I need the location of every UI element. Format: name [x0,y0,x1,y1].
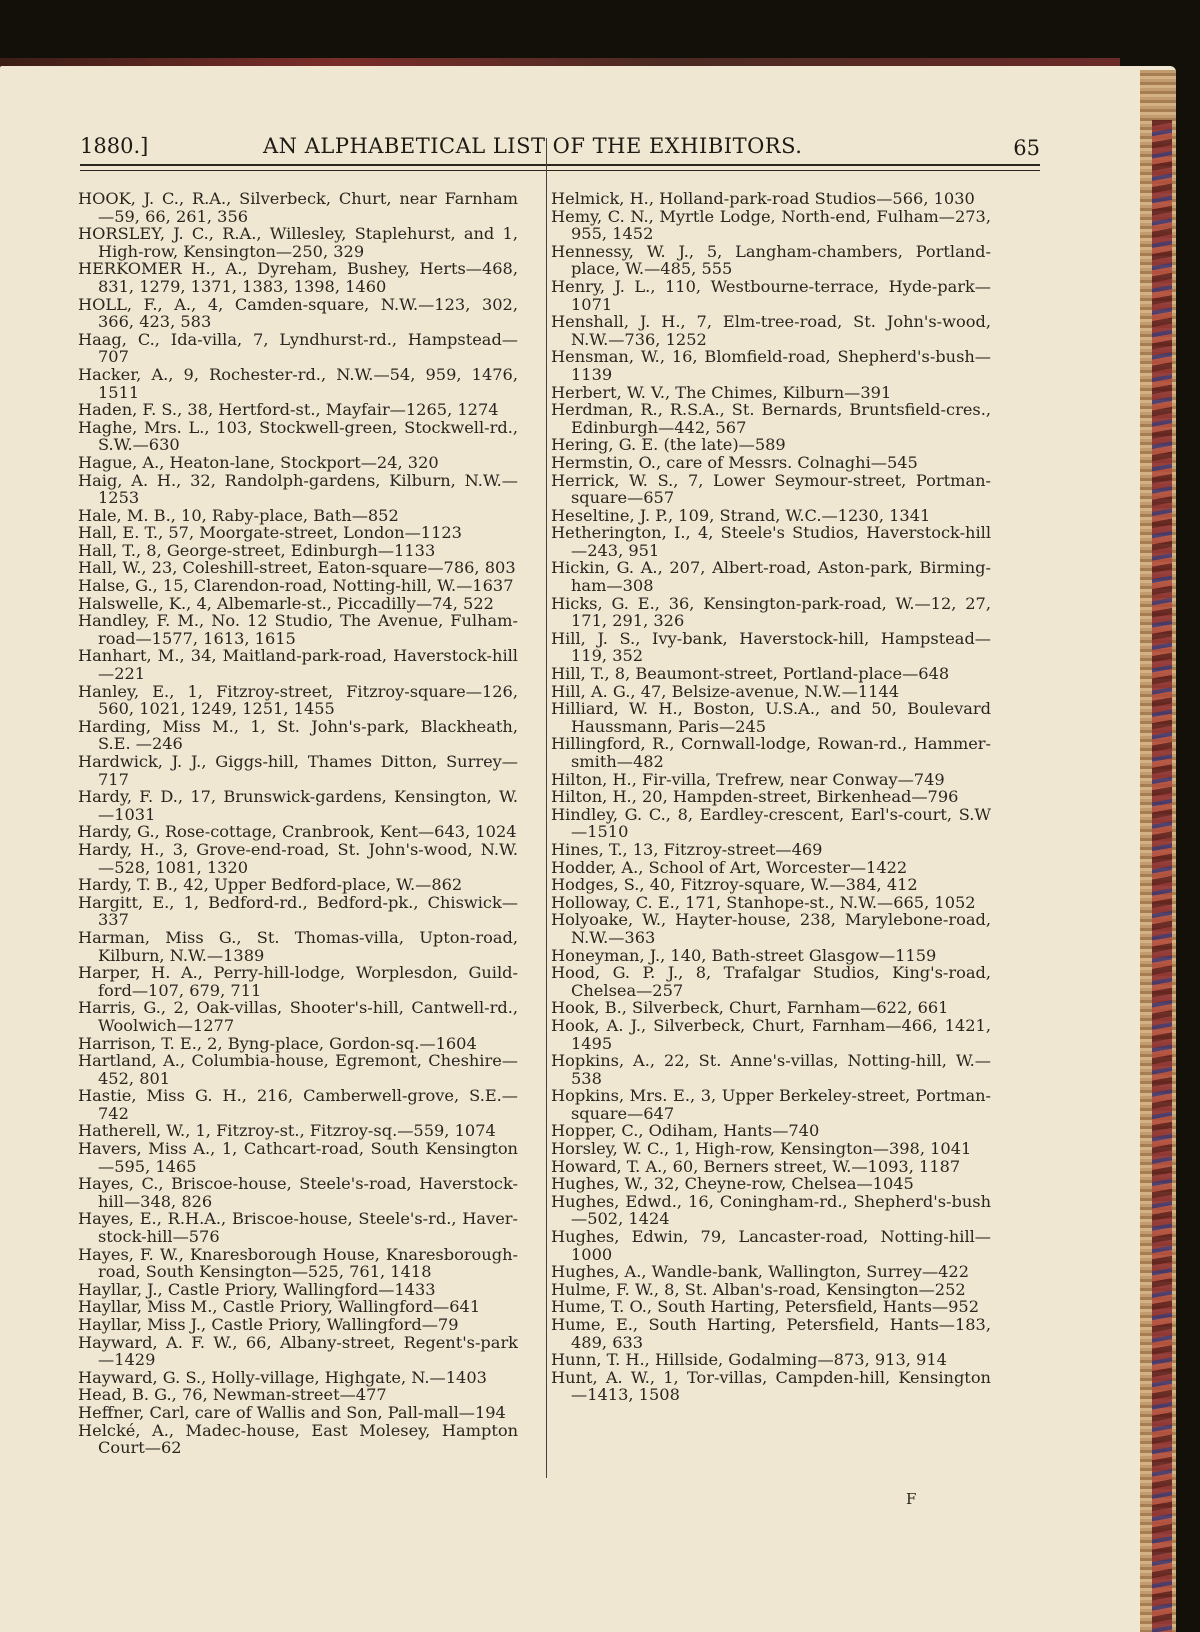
header-rule [80,164,1040,166]
exhibitor-entry: Hayward, G. S., Holly-village, Highgate, N.—1403 [78,1367,487,1387]
exhibitor-entry: Harding, Miss M., 1, St. John's-park, Blackheath, S.E. —246 [78,716,518,754]
exhibitor-entry: Head, B. G., 76, Newman-street—477 [78,1385,387,1405]
exhibitor-entry: Hickin, G. A., 207, Albert-road, Aston-park, Birming-ham—308 [551,558,991,596]
exhibitor-entry: Haghe, Mrs. L., 103, Stockwell-green, Stockwell-rd., S.W.—630 [78,417,518,455]
exhibitor-entry: Hall, T., 8, George-street, Edinburgh—1133 [78,540,436,560]
exhibitor-entry: Holloway, C. E., 171, Stanhope-st., N.W.—665, 1052 [551,892,976,912]
exhibitor-entry: HERKOMER H., A., Dyreham, Bushey, Herts—468, 831, 1279, 1371, 1383, 1398, 1460 [78,259,518,296]
exhibitor-entry: Hastie, Miss G. H., 216, Camberwell-grove, S.E.—742 [78,1086,518,1123]
exhibitor-entry: Haag, C., Ida-villa, 7, Lyndhurst-rd., Hampstead—707 [78,329,518,367]
exhibitor-entry: Hunt, A. W., 1, Tor-villas, Campden-hill, Kensington —1413, 1508 [551,1367,991,1405]
exhibitor-entry: Hughes, Edwd., 16, Coningham-rd., Shepherd's-bush—502, 1424 [551,1191,991,1229]
exhibitor-entry: Hill, J. S., Ivy-bank, Haverstock-hill, Hampstead—119, 352 [551,628,991,666]
exhibitor-entry: Harris, G., 2, Oak-villas, Shooter's-hill, Cantwell-rd., Woolwich—1277 [78,998,518,1035]
exhibitor-entry: Horsley, W. C., 1, High-row, Kensington—398, 1041 [551,1139,972,1159]
exhibitor-entry: Hanhart, M., 34, Maitland-park-road, Haverstock-hill —221 [78,646,518,684]
exhibitor-entry: Howard, T. A., 60, Berners street, W.—1093, 1187 [551,1156,961,1176]
exhibitor-entry: Harrison, T. E., 2, Byng-place, Gordon-sq.—1604 [78,1033,477,1053]
exhibitor-entry: Hargitt, E., 1, Bedford-rd., Bedford-pk., Chiswick—337 [78,892,518,930]
exhibitor-entry: Hopkins, A., 22, St. Anne's-villas, Notting-hill, W.—538 [551,1051,991,1088]
exhibitor-entry: Hodder, A., School of Art, Worcester—1422 [551,857,908,877]
exhibitor-entry: Hayes, C., Briscoe-house, Steele's-road, Haverstock-hill—348, 826 [78,1174,518,1211]
exhibitor-entry: Harman, Miss G., St. Thomas-villa, Upton-road, Kilburn, N.W.—1389 [78,927,518,965]
exhibitor-entry: Hopper, C., Odiham, Hants—740 [551,1121,820,1141]
exhibitor-entry: Hughes, W., 32, Cheyne-row, Chelsea—1045 [551,1174,914,1194]
exhibitor-entry: Hayward, A. F. W., 66, Albany-street, Regent's-park —1429 [78,1332,518,1370]
exhibitor-entry: Handley, F. M., No. 12 Studio, The Avenue, Fulham-road—1577, 1613, 1615 [78,611,518,648]
exhibitor-entry: Hughes, Edwin, 79, Lancaster-road, Notting-hill—1000 [551,1227,991,1264]
exhibitor-entry: Havers, Miss A., 1, Cathcart-road, South Kensington —595, 1465 [78,1139,518,1176]
exhibitor-entry: Hilliard, W. H., Boston, U.S.A., and 50, Boulevard Haussmann, Paris—245 [551,699,991,736]
page-number: 65 [1013,136,1040,160]
exhibitor-entry: Herrick, W. S., 7, Lower Seymour-street, Portman-square—657 [551,470,991,508]
exhibitor-entry: Hering, G. E. (the late)—589 [551,435,786,455]
exhibitor-entry: Hodges, S., 40, Fitzroy-square, W.—384, 412 [551,875,918,895]
exhibitor-entry: Hall, W., 23, Coleshill-street, Eaton-square—786, 803 [78,558,516,578]
exhibitor-entry: Hume, T. O., South Harting, Petersfield, Hants—952 [551,1297,980,1317]
exhibitor-entry: Hayes, F. W., Knaresborough House, Knaresborough-road, South Kensington—525, 761, 1418 [78,1244,518,1282]
exhibitor-entry: Hall, E. T., 57, Moorgate-street, London—1123 [78,523,462,543]
exhibitor-entry: Honeyman, J., 140, Bath-street Glasgow—1159 [551,945,937,965]
exhibitor-entry: Hennessy, W. J., 5, Langham-chambers, Portland-place, W.—485, 555 [551,241,991,279]
exhibitor-entry: Hardy, T. B., 42, Upper Bedford-place, W.—862 [78,875,463,895]
exhibitor-entry: HORSLEY, J. C., R.A., Willesley, Staplehurst, and 1, High-row, Kensington—250, 329 [78,224,518,261]
exhibitor-entry: HOLL, F., A., 4, Camden-square, N.W.—123, 302, 366, 423, 583 [78,294,518,332]
exhibitor-entry: Hines, T., 13, Fitzroy-street—469 [551,839,823,859]
exhibitor-entry: Hardy, F. D., 17, Brunswick-gardens, Kensington, W. —1031 [78,787,518,824]
exhibitor-entry: Hayes, E., R.H.A., Briscoe-house, Steele's-rd., Haver-stock-hill—576 [78,1209,518,1247]
exhibitor-entry: Haden, F. S., 38, Hertford-st., Mayfair—1265, 1274 [78,400,499,420]
exhibitor-entry: Hetherington, I., 4, Steele's Studios, Haverstock-hill —243, 951 [551,523,991,560]
exhibitor-entry: Hale, M. B., 10, Raby-place, Bath—852 [78,505,399,525]
exhibitor-entry: Haig, A. H., 32, Randolph-gardens, Kilburn, N.W.—1253 [78,470,518,508]
exhibitor-entry: Hill, A. G., 47, Belsize-avenue, N.W.—1144 [551,681,900,701]
exhibitor-entry: Hulme, F. W., 8, St. Alban's-road, Kensington—252 [551,1279,966,1299]
exhibitor-entry: Halswelle, K., 4, Albemarle-st., Piccadilly—74, 522 [78,593,494,613]
exhibitor-entry: Helcké, A., Madec-house, East Molesey, Hampton Court—62 [78,1420,518,1458]
exhibitor-entry: Hume, E., South Harting, Petersfield, Hants—183, 489, 633 [551,1315,991,1352]
exhibitor-entry: Holyoake, W., Hayter-house, 238, Marylebone-road, N.W.—363 [551,910,991,947]
exhibitor-entry: Hopkins, Mrs. E., 3, Upper Berkeley-street, Portman-square—647 [551,1086,991,1123]
exhibitor-entry: Helmick, H., Holland-park-road Studios—566, 1030 [551,189,975,208]
exhibitor-entry: Henshall, J. H., 7, Elm-tree-road, St. John's-wood, N.W.—736, 1252 [551,312,991,349]
exhibitor-entry: Hilton, H., 20, Hampden-street, Birkenhead—796 [551,787,959,807]
exhibitor-entry: Hilton, H., Fir-villa, Trefrew, near Conway—749 [551,769,945,789]
running-header [80,128,1040,164]
header-year: 1880.] [80,134,149,158]
exhibitor-entry: Hanley, E., 1, Fitzroy-street, Fitzroy-square—126, 560, 1021, 1249, 1251, 1455 [78,681,518,719]
exhibitor-entry: Herdman, R., R.S.A., St. Bernards, Bruntsfield-cres., Edinburgh—442, 567 [551,400,991,437]
exhibitor-entry: Henry, J. L., 110, Westbourne-terrace, Hyde-park—1071 [551,276,991,314]
exhibitor-entry: Hayllar, Miss M., Castle Priory, Wallingford—641 [78,1297,481,1317]
exhibitor-entry: Hardy, G., Rose-cottage, Cranbrook, Kent—643, 1024 [78,822,517,842]
exhibitor-entry: Hermstin, O., care of Messrs. Colnaghi—545 [551,452,918,472]
exhibitor-entry: Hensman, W., 16, Blomfield-road, Shepherd's-bush—1139 [551,347,991,384]
exhibitor-entry: Herbert, W. V., The Chimes, Kilburn—391 [551,382,892,402]
marbled-edge [1152,120,1172,1632]
exhibitor-entry: Hayllar, J., Castle Priory, Wallingford—1433 [78,1279,436,1299]
exhibitor-entry: Hicks, G. E., 36, Kensington-park-road, W.—12, 27, 171, 291, 326 [551,593,991,631]
exhibitor-entry: Harper, H. A., Perry-hill-lodge, Worplesdon, Guild-ford—107, 679, 711 [78,963,518,1000]
exhibitor-entry: Halse, G., 15, Clarendon-road, Notting-hill, W.—1637 [78,576,514,596]
exhibitor-entry: Hatherell, W., 1, Fitzroy-st., Fitzroy-sq.—559, 1074 [78,1121,496,1141]
exhibitor-entry: Hillingford, R., Cornwall-lodge, Rowan-rd., Hammer-smith—482 [551,734,991,771]
exhibitor-entry: HOOK, J. C., R.A., Silverbeck, Churt, near Farnham —59, 66, 261, 356 [78,189,518,226]
exhibitor-entry: Heseltine, J. P., 109, Strand, W.C.—1230, 1341 [551,505,931,525]
exhibitor-entry: Hardy, H., 3, Grove-end-road, St. John's-wood, N.W. —528, 1081, 1320 [78,839,518,877]
header-title: AN ALPHABETICAL LIST OF THE EXHIBITORS. [263,134,803,158]
column-divider [546,138,547,1478]
signature-mark: F [906,1490,917,1508]
exhibitor-entry: Hook, B., Silverbeck, Churt, Farnham—622, 661 [551,998,949,1018]
exhibitor-entry: Hardwick, J. J., Giggs-hill, Thames Ditton, Surrey—717 [78,752,518,789]
right-column [551,190,991,1404]
exhibitor-entry: Hartland, A., Columbia-house, Egremont, Cheshire—452, 801 [78,1051,518,1088]
exhibitor-entry: Hook, A. J., Silverbeck, Churt, Farnham—466, 1421, 1495 [551,1015,991,1053]
exhibitor-entry: Hague, A., Heaton-lane, Stockport—24, 320 [78,452,439,472]
exhibitor-entry: Hemy, C. N., Myrtle Lodge, North-end, Fulham—273, 955, 1452 [551,206,991,244]
exhibitor-entry: Hindley, G. C., 8, Eardley-crescent, Earl's-court, S.W —1510 [551,804,991,842]
exhibitor-entry: Hunn, T. H., Hillside, Godalming—873, 913, 914 [551,1350,947,1370]
exhibitor-entry: Hill, T., 8, Beaumont-street, Portland-place—648 [551,664,950,684]
exhibitor-entry: Hood, G. P. J., 8, Trafalgar Studios, King's-road, Chelsea—257 [551,963,991,1000]
exhibitor-entry: Heffner, Carl, care of Wallis and Son, Pall-mall—194 [78,1402,506,1422]
header-rule-thin [80,170,1040,171]
left-column [78,190,518,1457]
exhibitor-entry: Hayllar, Miss J., Castle Priory, Wallingford—79 [78,1315,459,1334]
exhibitor-entry: Hughes, A., Wandle-bank, Wallington, Surrey—422 [551,1262,970,1282]
exhibitor-entry: Hacker, A., 9, Rochester-rd., N.W.—54, 959, 1476, 1511 [78,364,518,402]
